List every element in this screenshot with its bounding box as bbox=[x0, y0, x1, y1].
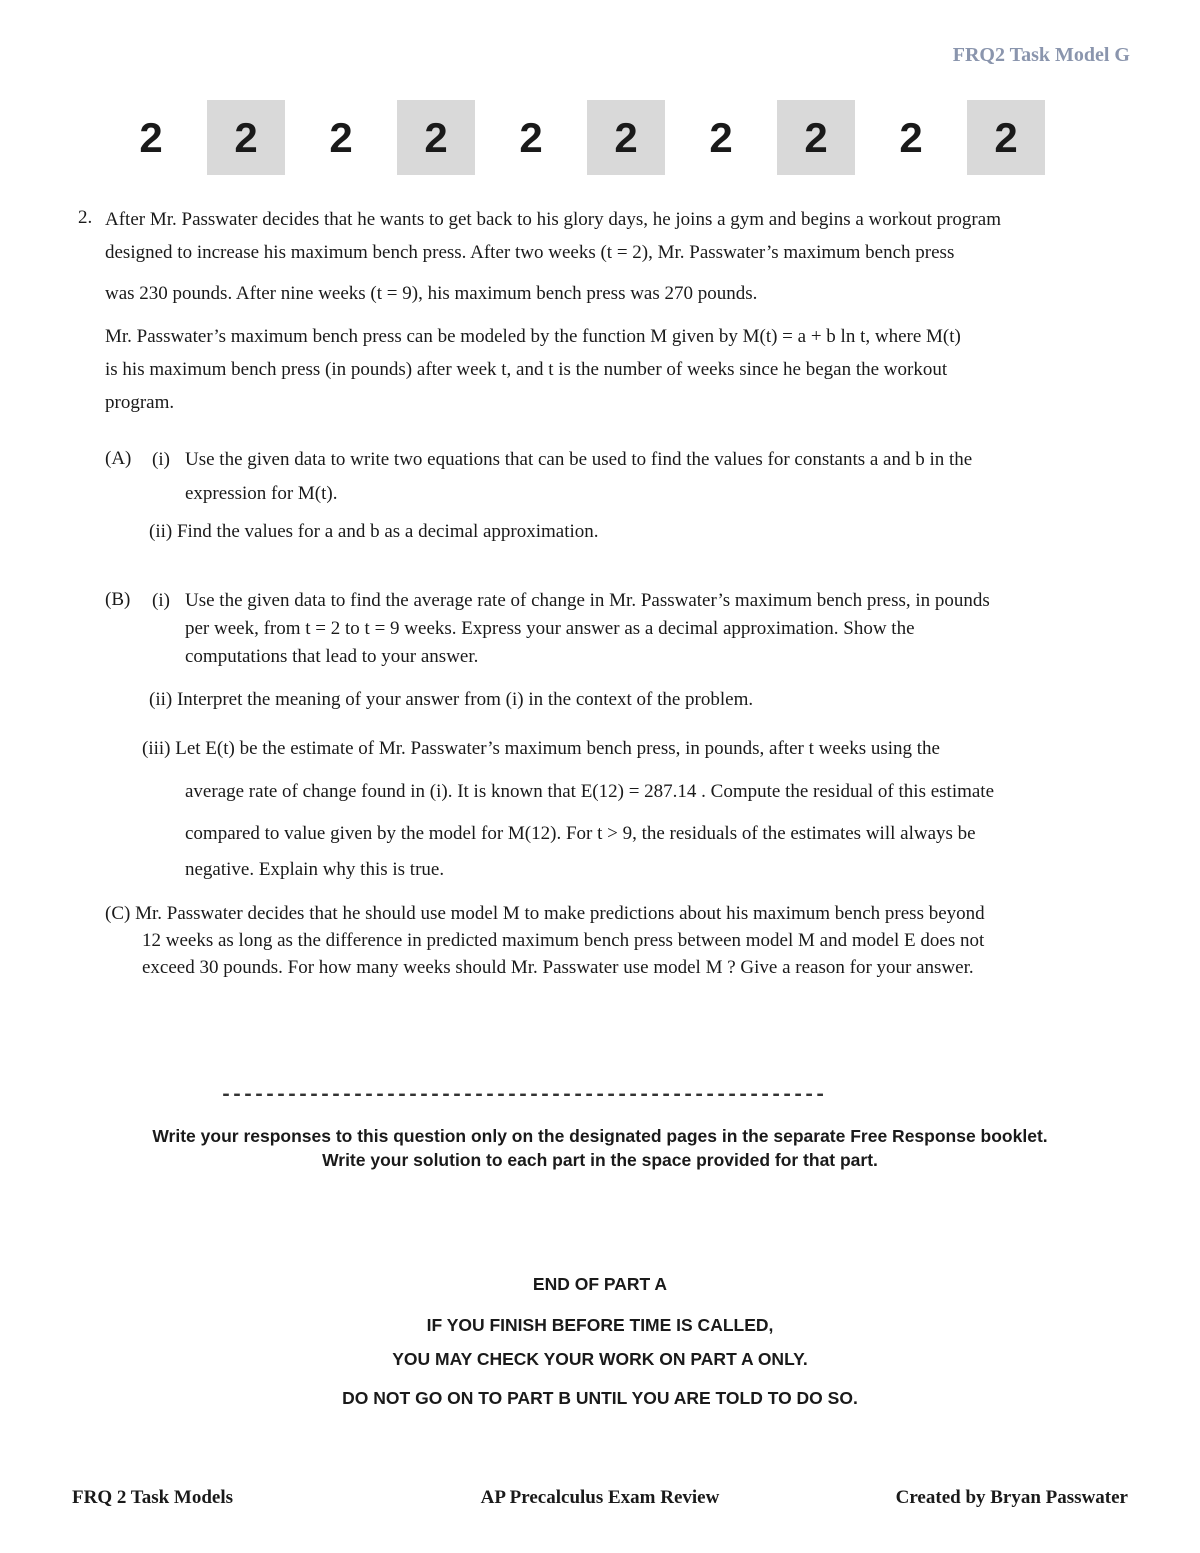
banner-digit: 2 bbox=[777, 100, 855, 175]
intro-line: After Mr. Passwater decides that he wants to get back to his glory days, he joins a gym and begins a workout program bbox=[105, 209, 1001, 230]
end-notice-line: YOU MAY CHECK YOUR WORK ON PART A ONLY. bbox=[392, 1349, 808, 1369]
part-b-iii-line: compared to value given by the model for M(12). For t > 9, the residuals of the estimates will always be bbox=[185, 823, 976, 844]
model-description bbox=[105, 320, 1135, 419]
part-b-i-line: computations that lead to your answer. bbox=[185, 646, 479, 667]
instructions-line: Write your responses to this question only on the designated pages in the separate Free Response booklet. bbox=[152, 1126, 1048, 1146]
banner-digit: 2 bbox=[899, 113, 923, 161]
part-b-i-label: (i) bbox=[152, 590, 170, 611]
banner-digit: 2 bbox=[967, 100, 1045, 175]
banner-digit: 2 bbox=[207, 100, 285, 175]
model-line: Mr. Passwater’s maximum bench press can be modeled by the function M given by M(t) = a + b ln t, where M(t) bbox=[105, 326, 961, 347]
end-notice-line: DO NOT GO ON TO PART B UNTIL YOU ARE TOLD TO DO SO. bbox=[342, 1388, 858, 1408]
part-c-line: 12 weeks as long as the difference in predicted maximum bench press between model M and model E does not bbox=[142, 930, 985, 951]
divider-line: ------------------------------------------------------- bbox=[220, 1084, 826, 1107]
part-a-i-line: expression for M(t). bbox=[185, 483, 338, 504]
banner-digit: 2 bbox=[587, 100, 665, 175]
end-notice-line: IF YOU FINISH BEFORE TIME IS CALLED, bbox=[426, 1315, 774, 1335]
part-c-line: (C) Mr. Passwater decides that he should use model M to make predictions about his maximum bench press beyond bbox=[105, 903, 985, 924]
banner-digit: 2 bbox=[519, 113, 543, 161]
part-b-i-line: Use the given data to find the average rate of change in Mr. Passwater’s maximum bench press, in pounds bbox=[185, 590, 990, 611]
footer-center: AP Precalculus Exam Review bbox=[480, 1487, 720, 1508]
intro-line: was 230 pounds. After nine weeks (t = 9), his maximum bench press was 270 pounds. bbox=[105, 283, 758, 304]
banner-digit: 2 bbox=[329, 113, 353, 161]
question-number: 2. bbox=[78, 207, 93, 228]
question-number-banner bbox=[112, 100, 1062, 176]
banner-digit: 2 bbox=[397, 100, 475, 175]
footer-left: FRQ 2 Task Models bbox=[72, 1487, 234, 1508]
end-of-part-heading: END OF PART A bbox=[532, 1274, 668, 1294]
part-a-i-label: (i) bbox=[152, 449, 170, 470]
part-b-iii-text bbox=[185, 778, 1145, 884]
part-c bbox=[105, 900, 1145, 981]
part-b-i-text bbox=[185, 587, 1135, 671]
model-line: program. bbox=[105, 392, 175, 413]
instructions-line: Write your solution to each part in the space provided for that part. bbox=[322, 1150, 878, 1170]
part-b-iii-line1: (iii) Let E(t) be the estimate of Mr. Passwater’s maximum bench press, in pounds, after t weeks using the bbox=[142, 738, 940, 759]
part-a-ii: (ii) Find the values for a and b as a decimal approximation. bbox=[149, 521, 599, 542]
banner-digit: 2 bbox=[709, 113, 733, 161]
model-line: is his maximum bench press (in pounds) after week t, and t is the number of weeks since he began the workout bbox=[105, 359, 948, 380]
banner-digit: 2 bbox=[139, 113, 163, 161]
question-intro bbox=[105, 203, 1135, 310]
intro-line: designed to increase his maximum bench press. After two weeks (t = 2), Mr. Passwater’s maximum bench press bbox=[105, 242, 955, 263]
part-a-label: (A) bbox=[105, 448, 132, 469]
part-c-line: exceed 30 pounds. For how many weeks should Mr. Passwater use model M ? Give a reason for your answer. bbox=[142, 957, 974, 978]
part-b-label: (B) bbox=[105, 589, 131, 610]
part-b-iii-line: average rate of change found in (i). It is known that E(12) = 287.14 . Compute the residual of this estimate bbox=[185, 781, 995, 802]
header-tag: FRQ2 Task Model G bbox=[952, 44, 1130, 66]
part-a-i-line: Use the given data to write two equations that can be used to find the values for constants a and b in the bbox=[185, 449, 973, 470]
footer-right: Created by Bryan Passwater bbox=[895, 1487, 1128, 1508]
part-b-iii-line: negative. Explain why this is true. bbox=[185, 859, 445, 880]
part-b-ii: (ii) Interpret the meaning of your answer from (i) in the context of the problem. bbox=[149, 689, 754, 710]
part-a-i-text bbox=[185, 446, 1135, 508]
part-b-i-line: per week, from t = 2 to t = 9 weeks. Express your answer as a decimal approximation. Show the bbox=[185, 618, 915, 639]
